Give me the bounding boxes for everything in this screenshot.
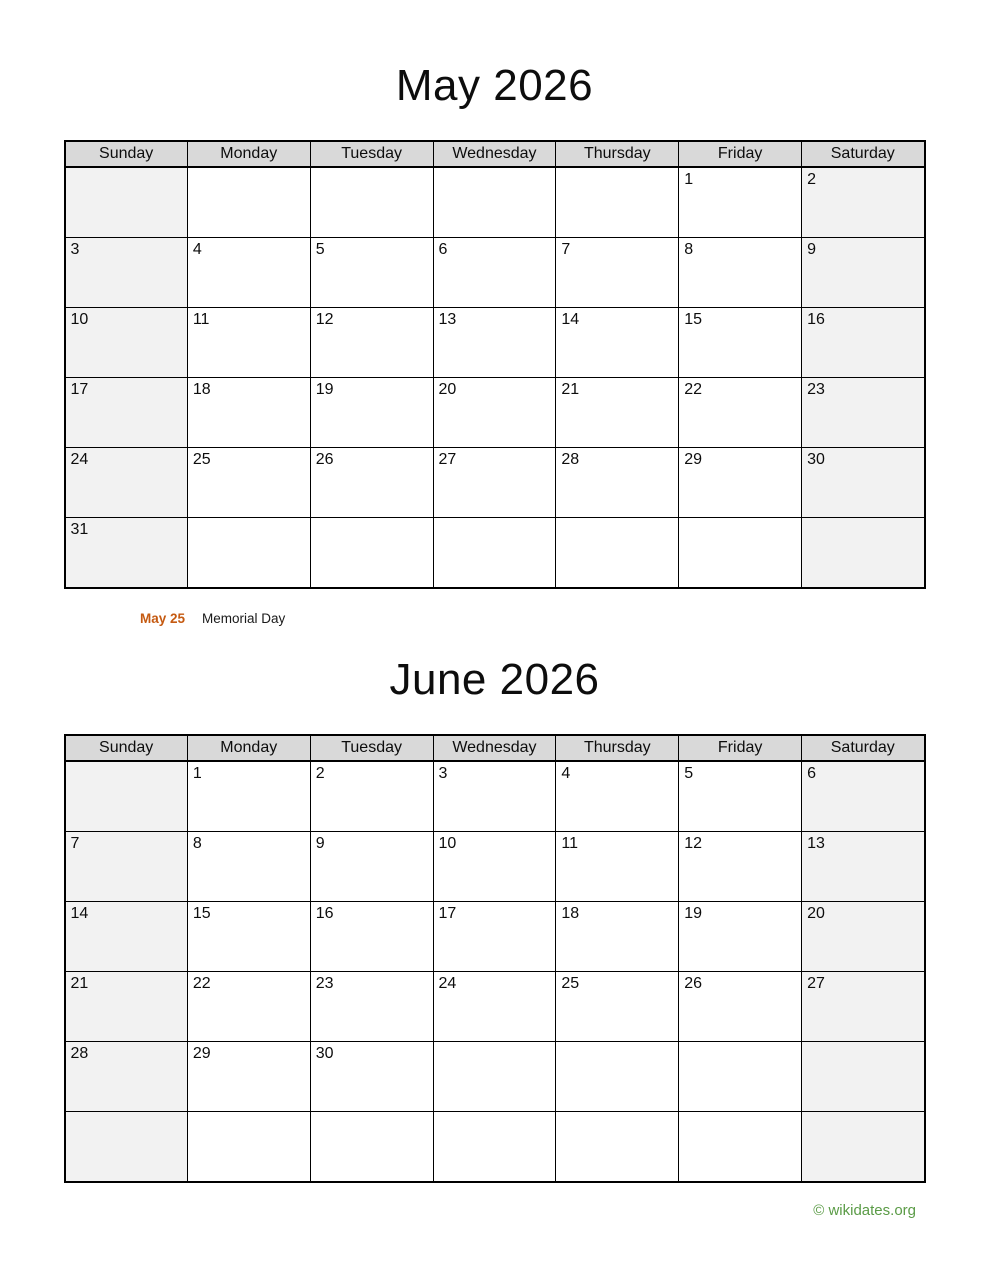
day-number: 28: [70, 1045, 89, 1062]
day-number: 8: [684, 241, 694, 258]
weekday-header-sunday: Sunday: [65, 141, 188, 167]
day-cell-8: [679, 238, 802, 308]
day-number: 19: [315, 381, 334, 398]
day-number: 21: [70, 975, 89, 992]
day-cell-31: [65, 518, 188, 589]
weekday-header-row: [65, 735, 925, 761]
day-cell-19: [679, 902, 802, 972]
day-number: 21: [561, 381, 580, 398]
day-cell-2: [310, 761, 433, 832]
day-number: 9: [807, 241, 816, 258]
weekday-header-thursday: Thursday: [556, 141, 679, 167]
day-number: 16: [315, 905, 334, 922]
weekday-header-wednesday: Wednesday: [433, 735, 556, 761]
day-number: 24: [70, 451, 89, 468]
day-cell-13: [433, 308, 556, 378]
day-cell-30: [802, 448, 925, 518]
weekday-header-friday: Friday: [679, 735, 802, 761]
day-cell-empty: [679, 1112, 802, 1183]
calendar-week-row: [65, 902, 925, 972]
weekday-header-row: [65, 141, 925, 167]
day-cell-empty: [310, 167, 433, 238]
day-number: 9: [315, 835, 325, 852]
weekday-header-sunday: Sunday: [65, 735, 188, 761]
day-cell-empty: [802, 518, 925, 589]
day-cell-25: [556, 972, 679, 1042]
day-number: 26: [315, 451, 334, 468]
weekday-header-monday: Monday: [187, 735, 310, 761]
day-number: 16: [807, 311, 825, 328]
day-cell-4: [187, 238, 310, 308]
day-cell-11: [187, 308, 310, 378]
weekday-header-monday: Monday: [187, 141, 310, 167]
holiday-label: Memorial Day: [202, 611, 286, 626]
day-cell-empty: [65, 1112, 188, 1183]
day-number: 24: [438, 975, 457, 992]
weekday-header-thursday: Thursday: [556, 735, 679, 761]
day-number: 2: [807, 171, 816, 188]
day-cell-10: [65, 308, 188, 378]
day-number: 11: [192, 311, 210, 328]
day-number: 7: [561, 241, 571, 258]
day-cell-empty: [187, 518, 310, 589]
day-cell-7: [65, 832, 188, 902]
day-number: 22: [684, 381, 703, 398]
month-title-may: May 2026: [395, 61, 594, 110]
day-number: 6: [438, 241, 448, 258]
day-number: 26: [684, 975, 703, 992]
day-cell-3: [433, 761, 556, 832]
day-cell-17: [65, 378, 188, 448]
day-cell-9: [802, 238, 925, 308]
holiday-note: [140, 610, 989, 628]
day-cell-15: [187, 902, 310, 972]
day-number: 14: [70, 905, 89, 922]
day-cell-empty: [433, 518, 556, 589]
footer-credit: © wikidates.org: [813, 1202, 916, 1219]
day-number: 3: [70, 241, 80, 258]
calendar-week-row: [65, 448, 925, 518]
day-cell-empty: [187, 1112, 310, 1183]
day-cell-14: [65, 902, 188, 972]
day-number: 22: [192, 975, 211, 992]
day-number: 12: [315, 311, 334, 328]
day-number: 30: [807, 451, 825, 468]
day-number: 13: [807, 835, 825, 852]
day-number: 10: [438, 835, 457, 852]
day-cell-27: [802, 972, 925, 1042]
day-cell-23: [802, 378, 925, 448]
day-cell-12: [310, 308, 433, 378]
day-cell-5: [679, 761, 802, 832]
day-number: 27: [438, 451, 457, 468]
day-cell-28: [65, 1042, 188, 1112]
day-number: 17: [438, 905, 457, 922]
day-cell-empty: [802, 1042, 925, 1112]
day-cell-22: [187, 972, 310, 1042]
day-cell-27: [433, 448, 556, 518]
day-number: 23: [807, 381, 825, 398]
day-cell-empty: [433, 1042, 556, 1112]
day-number: 29: [684, 451, 703, 468]
day-cell-empty: [679, 1042, 802, 1112]
calendar-week-row: [65, 761, 925, 832]
day-cell-24: [65, 448, 188, 518]
day-cell-empty: [556, 518, 679, 589]
day-cell-21: [556, 378, 679, 448]
day-cell-6: [433, 238, 556, 308]
weekday-header-wednesday: Wednesday: [433, 141, 556, 167]
day-cell-3: [65, 238, 188, 308]
day-cell-22: [679, 378, 802, 448]
calendar-week-row: [65, 972, 925, 1042]
day-number: 29: [192, 1045, 211, 1062]
day-number: 1: [192, 765, 202, 782]
day-cell-26: [310, 448, 433, 518]
month-section-june: [0, 650, 989, 1183]
day-cell-empty: [433, 167, 556, 238]
day-number: 11: [561, 835, 578, 852]
day-cell-empty: [310, 1112, 433, 1183]
calendar-week-row: [65, 1042, 925, 1112]
day-cell-26: [679, 972, 802, 1042]
day-number: 25: [561, 975, 580, 992]
calendar-week-row: [65, 378, 925, 448]
day-cell-20: [802, 902, 925, 972]
day-cell-empty: [679, 518, 802, 589]
weekday-header-tuesday: Tuesday: [310, 141, 433, 167]
day-cell-21: [65, 972, 188, 1042]
day-number: 8: [192, 835, 202, 852]
day-number: 5: [684, 765, 694, 782]
day-number: 12: [684, 835, 703, 852]
day-cell-empty: [556, 167, 679, 238]
day-number: 1: [684, 171, 694, 188]
weekday-header-saturday: Saturday: [802, 735, 925, 761]
day-number: 15: [684, 311, 703, 328]
day-cell-4: [556, 761, 679, 832]
day-number: 18: [561, 905, 580, 922]
weekday-header-friday: Friday: [679, 141, 802, 167]
day-number: 31: [70, 521, 89, 538]
day-number: 2: [315, 765, 325, 782]
day-cell-empty: [433, 1112, 556, 1183]
day-cell-19: [310, 378, 433, 448]
day-cell-16: [802, 308, 925, 378]
day-cell-empty: [65, 167, 188, 238]
day-number: 27: [807, 975, 825, 992]
day-number: 6: [807, 765, 816, 782]
calendar-week-row: [65, 308, 925, 378]
weekday-header-saturday: Saturday: [802, 141, 925, 167]
day-number: 7: [70, 835, 80, 852]
day-cell-25: [187, 448, 310, 518]
day-number: 10: [70, 311, 89, 328]
calendar-table-may: [64, 140, 926, 589]
day-cell-empty: [65, 761, 188, 832]
day-cell-8: [187, 832, 310, 902]
day-cell-1: [187, 761, 310, 832]
calendar-table-june: [64, 734, 926, 1183]
day-cell-6: [802, 761, 925, 832]
weekday-header-tuesday: Tuesday: [310, 735, 433, 761]
day-cell-2: [802, 167, 925, 238]
day-number: 13: [438, 311, 457, 328]
day-cell-14: [556, 308, 679, 378]
day-number: 4: [561, 765, 571, 782]
calendar-week-row: [65, 518, 925, 589]
calendar-week-row: [65, 167, 925, 238]
day-number: 3: [438, 765, 448, 782]
day-cell-9: [310, 832, 433, 902]
calendar-week-row: [65, 238, 925, 308]
day-number: 20: [807, 905, 825, 922]
day-cell-29: [679, 448, 802, 518]
day-cell-5: [310, 238, 433, 308]
month-section-may: [0, 0, 989, 628]
day-number: 30: [315, 1045, 334, 1062]
day-cell-7: [556, 238, 679, 308]
day-cell-16: [310, 902, 433, 972]
day-cell-empty: [187, 167, 310, 238]
day-number: 28: [561, 451, 580, 468]
day-cell-11: [556, 832, 679, 902]
day-number: 19: [684, 905, 703, 922]
day-cell-empty: [556, 1042, 679, 1112]
day-cell-28: [556, 448, 679, 518]
day-cell-empty: [310, 518, 433, 589]
day-cell-18: [556, 902, 679, 972]
day-cell-13: [802, 832, 925, 902]
holiday-date: May 25: [140, 611, 186, 626]
day-cell-18: [187, 378, 310, 448]
calendar-week-row: [65, 832, 925, 902]
day-cell-24: [433, 972, 556, 1042]
day-cell-20: [433, 378, 556, 448]
day-cell-17: [433, 902, 556, 972]
day-number: 20: [438, 381, 457, 398]
day-number: 18: [192, 381, 211, 398]
day-cell-empty: [802, 1112, 925, 1183]
day-cell-23: [310, 972, 433, 1042]
day-number: 15: [192, 905, 211, 922]
calendar-week-row: [65, 1112, 925, 1183]
day-number: 14: [561, 311, 580, 328]
day-cell-1: [679, 167, 802, 238]
month-title-june: June 2026: [389, 655, 600, 704]
day-number: 25: [192, 451, 211, 468]
day-number: 17: [70, 381, 89, 398]
day-number: 5: [315, 241, 325, 258]
day-cell-12: [679, 832, 802, 902]
day-cell-15: [679, 308, 802, 378]
day-cell-30: [310, 1042, 433, 1112]
day-number: 4: [192, 241, 202, 258]
day-cell-empty: [556, 1112, 679, 1183]
day-cell-29: [187, 1042, 310, 1112]
day-cell-10: [433, 832, 556, 902]
day-number: 23: [315, 975, 334, 992]
